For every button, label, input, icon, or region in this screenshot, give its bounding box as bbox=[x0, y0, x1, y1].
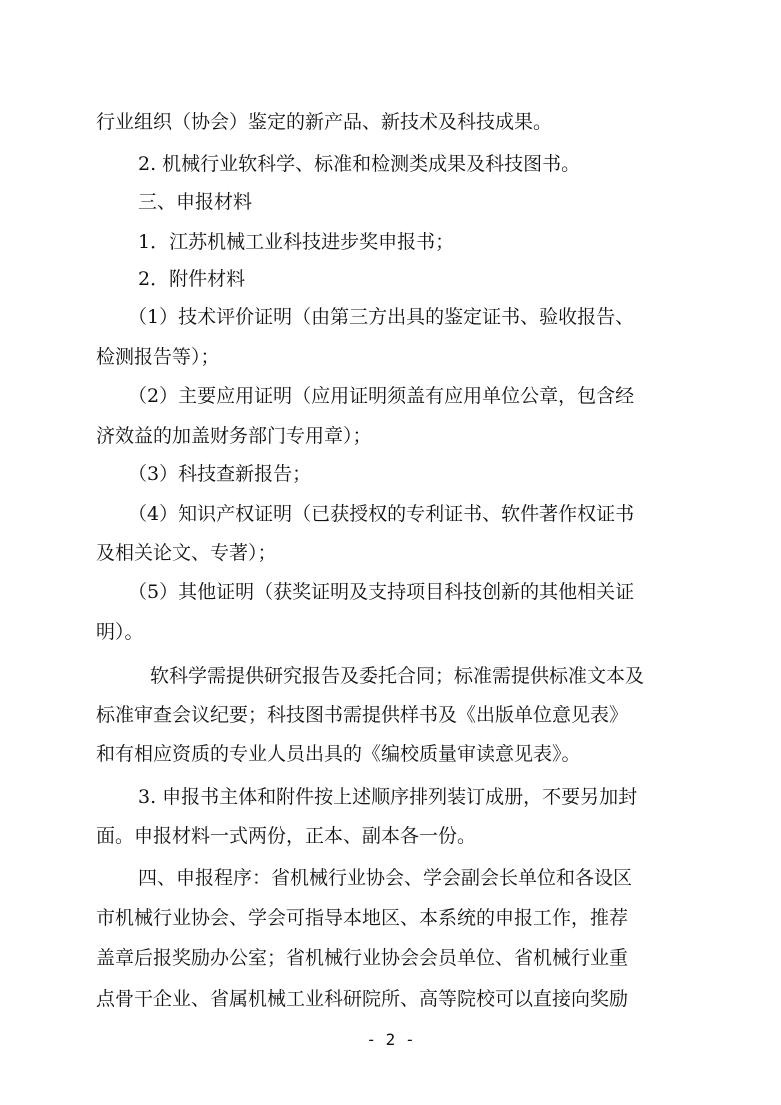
text-line: 和有相应资质的专业人员出具的《编校质量审读意见表》。 bbox=[96, 743, 581, 765]
text-line: （2）主要应用证明（应用证明须盖有应用单位公章，包含经 bbox=[128, 385, 635, 407]
text-line: （5）其他证明（获奖证明及支持项目科技创新的其他相关证 bbox=[128, 581, 635, 603]
text-line: （4）知识产权证明（已获授权的专利证书、软件著作权证书 bbox=[128, 503, 635, 525]
text-line: 面。申报材料一式两份，正本、副本各一份。 bbox=[96, 825, 477, 847]
text-line: 行业组织（协会）鉴定的新产品、新技术及科技成果。 bbox=[96, 111, 553, 133]
text-line: （1）技术评价证明（由第三方出具的鉴定证书、验收报告、 bbox=[128, 306, 635, 328]
section-heading: 三、申报材料 bbox=[138, 191, 253, 213]
text-line: 2. 机械行业软科学、标准和检测类成果及科技图书。 bbox=[138, 153, 581, 175]
text-line: 3. 申报书主体和附件按上述顺序排列装订成册，不要另加封 bbox=[138, 786, 638, 808]
text-line: 市机械行业协会、学会可指导本地区、本系统的申报工作，推荐 bbox=[96, 907, 629, 929]
text-line: 检测报告等）； bbox=[96, 346, 220, 368]
text-line: 盖章后报奖励办公室；省机械行业协会会员单位、省机械行业重 bbox=[96, 947, 629, 969]
text-line: 点骨干企业、省属机械工业科研院所、高等院校可以直接向奖励 bbox=[96, 988, 629, 1010]
text-line: 济效益的加盖财务部门专用章）； bbox=[96, 425, 372, 447]
text-line: （3）科技查新报告； bbox=[128, 463, 312, 485]
text-line: 2．附件材料 bbox=[138, 268, 246, 290]
text-line: 及相关论文、专著）； bbox=[96, 542, 277, 564]
page-number: - 2 - bbox=[366, 1030, 415, 1049]
text-line: 明）。 bbox=[96, 621, 144, 643]
text-line: 标准审查会议纪要；科技图书需提供样书及《出版单位意见表》 bbox=[96, 704, 629, 726]
text-line: 软科学需提供研究报告及委托合同；标准需提供标准文本及 bbox=[150, 665, 645, 687]
section-heading: 四、申报程序：省机械行业协会、学会副会长单位和各设区 bbox=[138, 867, 633, 889]
text-line: 1．江苏机械工业科技进步奖申报书； bbox=[138, 231, 455, 253]
